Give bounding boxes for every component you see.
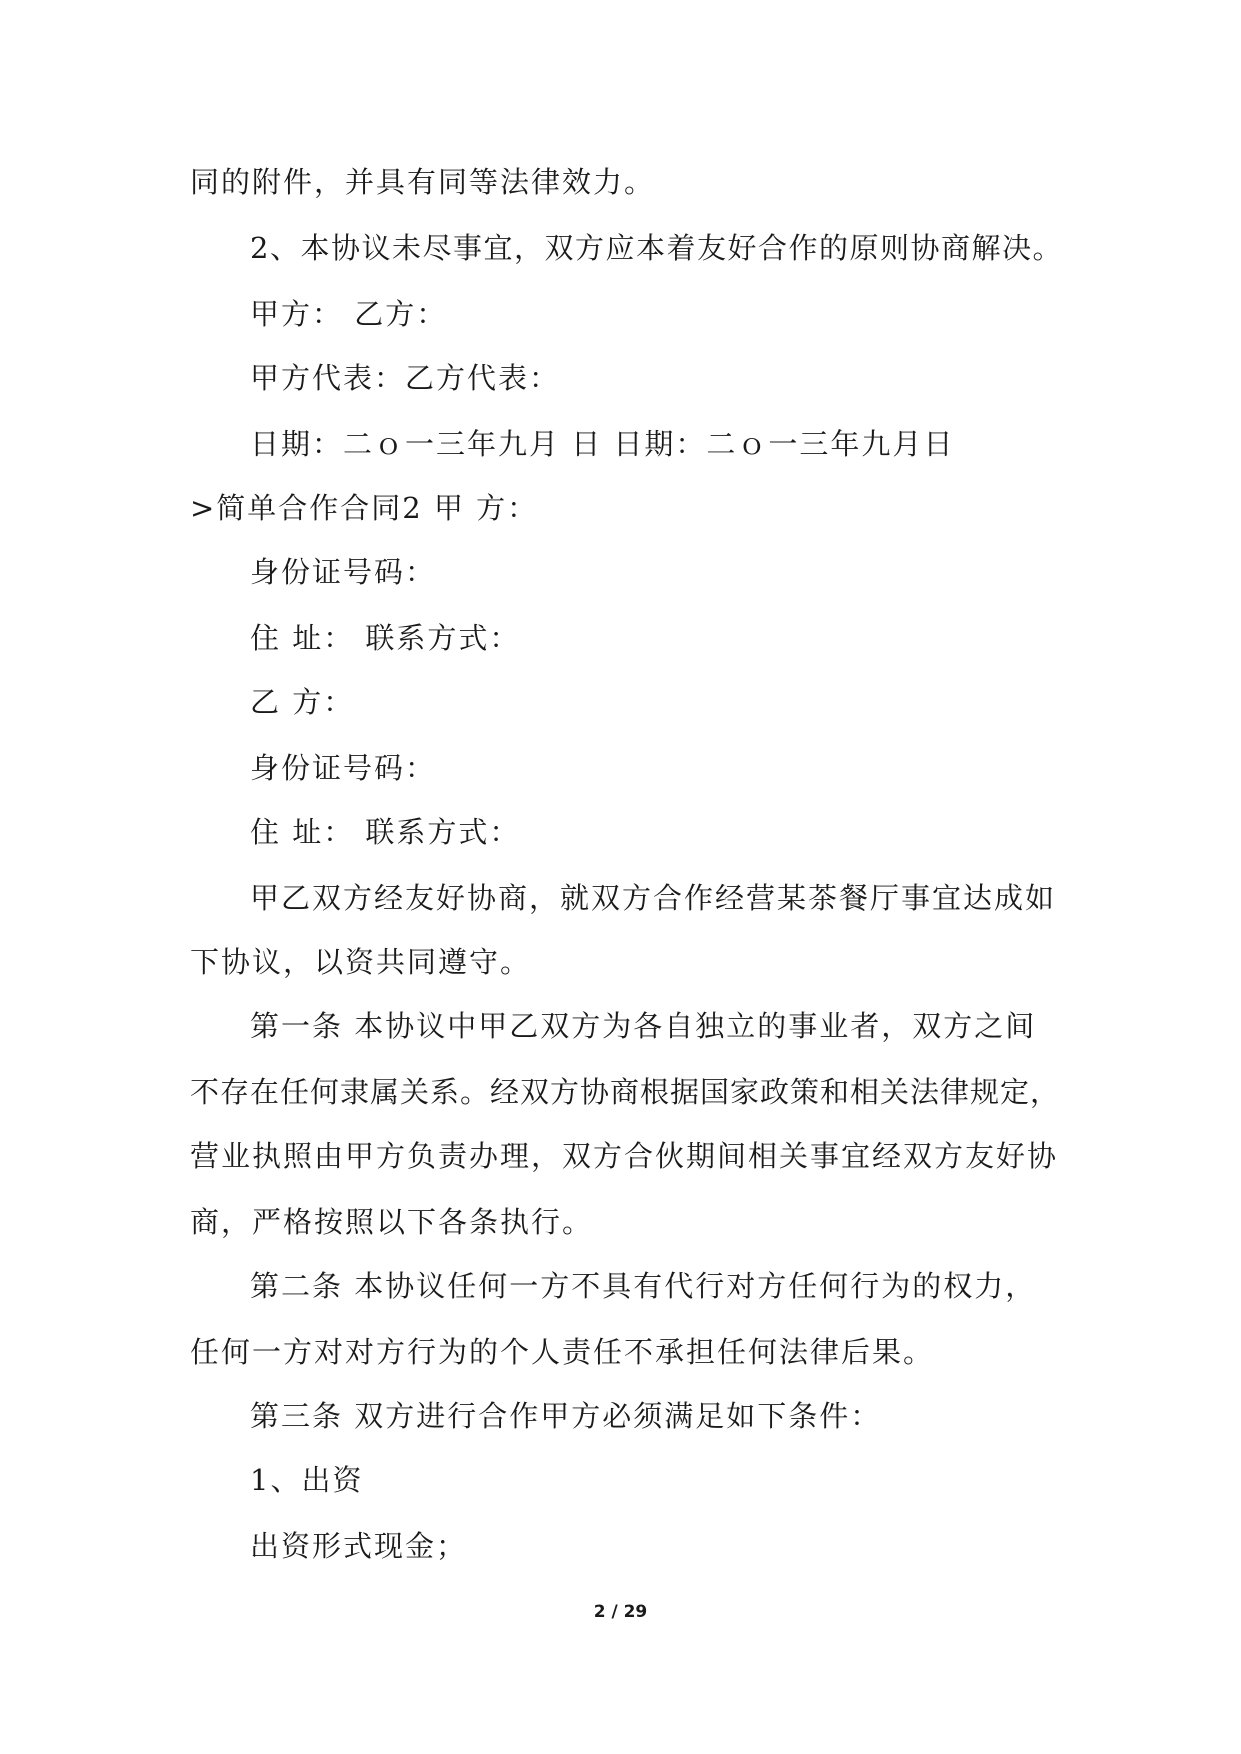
text-line: 1、出资: [250, 1463, 364, 1497]
text-line: 日期：二ｏ一三年九月 日 日期：二ｏ一三年九月日: [250, 427, 955, 461]
text-line: 第一条 本协议中甲乙双方为各自独立的事业者，双方之间: [250, 1009, 1037, 1043]
text-line: 甲方： 乙方：: [250, 297, 448, 331]
text-line: 住 址： 联系方式：: [250, 621, 521, 655]
text-line: 下协议，以资共同遵守。: [190, 945, 532, 979]
text-line: 第二条 本协议任何一方不具有代行对方任何行为的权力，: [250, 1269, 1037, 1303]
page-number: 2 / 29: [593, 1602, 648, 1622]
text-line: 商，严格按照以下各条执行。: [190, 1205, 594, 1239]
text-line: 第三条 双方进行合作甲方必须满足如下条件：: [250, 1399, 882, 1433]
text-line: 不存在任何隶属关系。经双方协商根据国家政策和相关法律规定，: [190, 1075, 1061, 1109]
text-line: 乙 方：: [250, 685, 355, 719]
text-line: 甲方代表：乙方代表：: [250, 361, 561, 395]
text-line: 2、本协议未尽事宜，双方应本着友好合作的原则协商解决。: [250, 231, 1063, 265]
text-line: 任何一方对对方行为的个人责任不承担任何法律后果。: [190, 1335, 935, 1369]
text-line: 身份证号码：: [250, 555, 437, 589]
text-line: 同的附件，并具有同等法律效力。: [190, 165, 656, 199]
text-line: 营业执照由甲方负责办理，双方合伙期间相关事宜经双方友好协: [190, 1139, 1059, 1173]
text-line: 身份证号码：: [250, 751, 437, 785]
section-heading: >简单合作合同2 甲 方：: [190, 491, 539, 525]
text-line: 甲乙双方经友好协商，就双方合作经营某茶餐厅事宜达成如: [250, 881, 1057, 915]
text-line: 出资形式现金；: [250, 1529, 468, 1563]
text-line: 住 址： 联系方式：: [250, 815, 521, 849]
